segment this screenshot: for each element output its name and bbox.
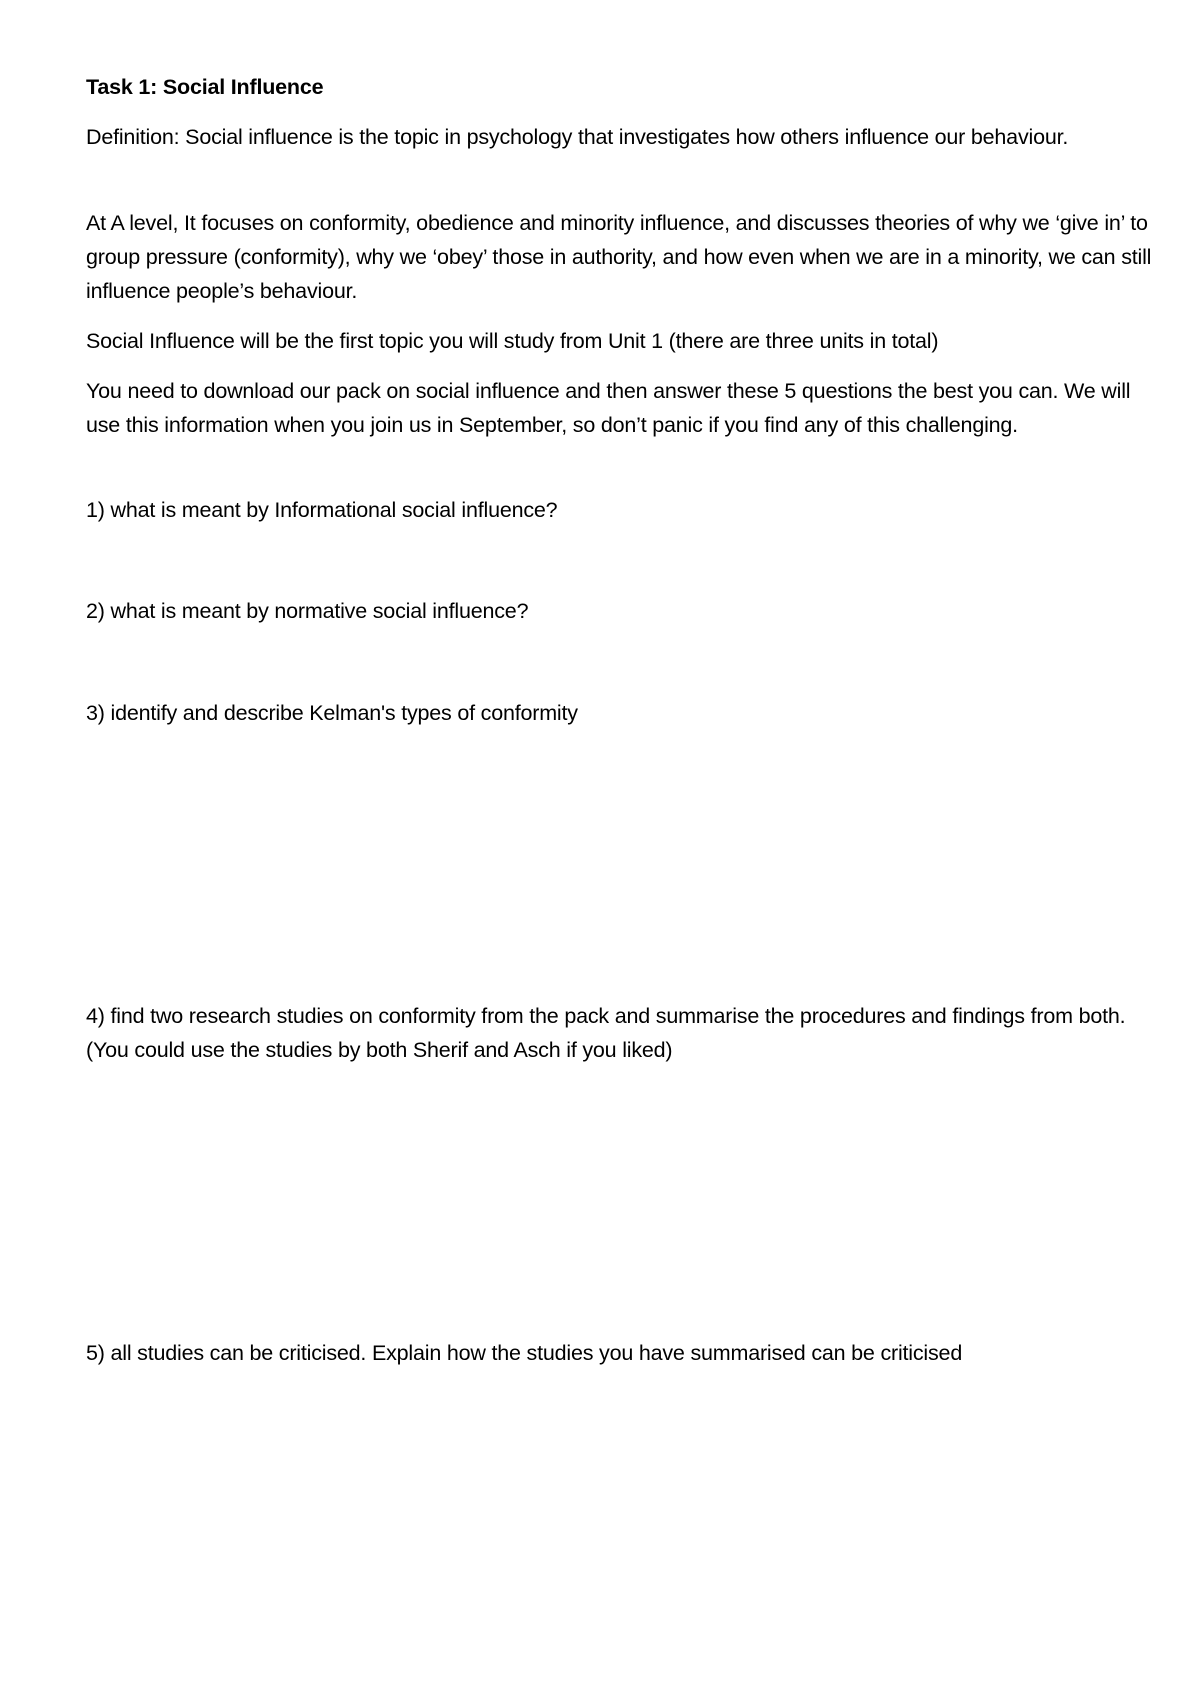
question-5: 5) all studies can be criticised. Explain how the studies you have summarised can be criticised <box>86 1341 963 1365</box>
a-level-paragraph: At A level, It focuses on conformity, obedience and minority influence, and discusses theories of why we ‘give in’ to group pressure (conformity), why we ‘obey’ those in authority, and how even when we are in a minority, we can still influence people’s behaviour. <box>86 211 1152 303</box>
question-1: 1) what is meant by Informational social influence? <box>86 498 558 522</box>
definition-paragraph: Definition: Social influence is the topic in psychology that investigates how others influence our behaviour. <box>86 125 1069 149</box>
question-4: 4) find two research studies on conformity from the pack and summarise the procedures and findings from both. (You could use the studies by both Sherif and Asch if you liked) <box>86 1004 1126 1062</box>
question-3: 3) identify and describe Kelman's types of conformity <box>86 701 578 725</box>
first-topic-paragraph: Social Influence will be the first topic you will study from Unit 1 (there are three units in total) <box>86 329 939 353</box>
instructions-paragraph: You need to download our pack on social influence and then answer these 5 questions the best you can. We will use this information when you join us in September, so don’t panic if you find any of this challenging. <box>86 379 1131 437</box>
question-2: 2) what is meant by normative social influence? <box>86 599 529 623</box>
document-title: Task 1: Social Influence <box>86 75 324 99</box>
